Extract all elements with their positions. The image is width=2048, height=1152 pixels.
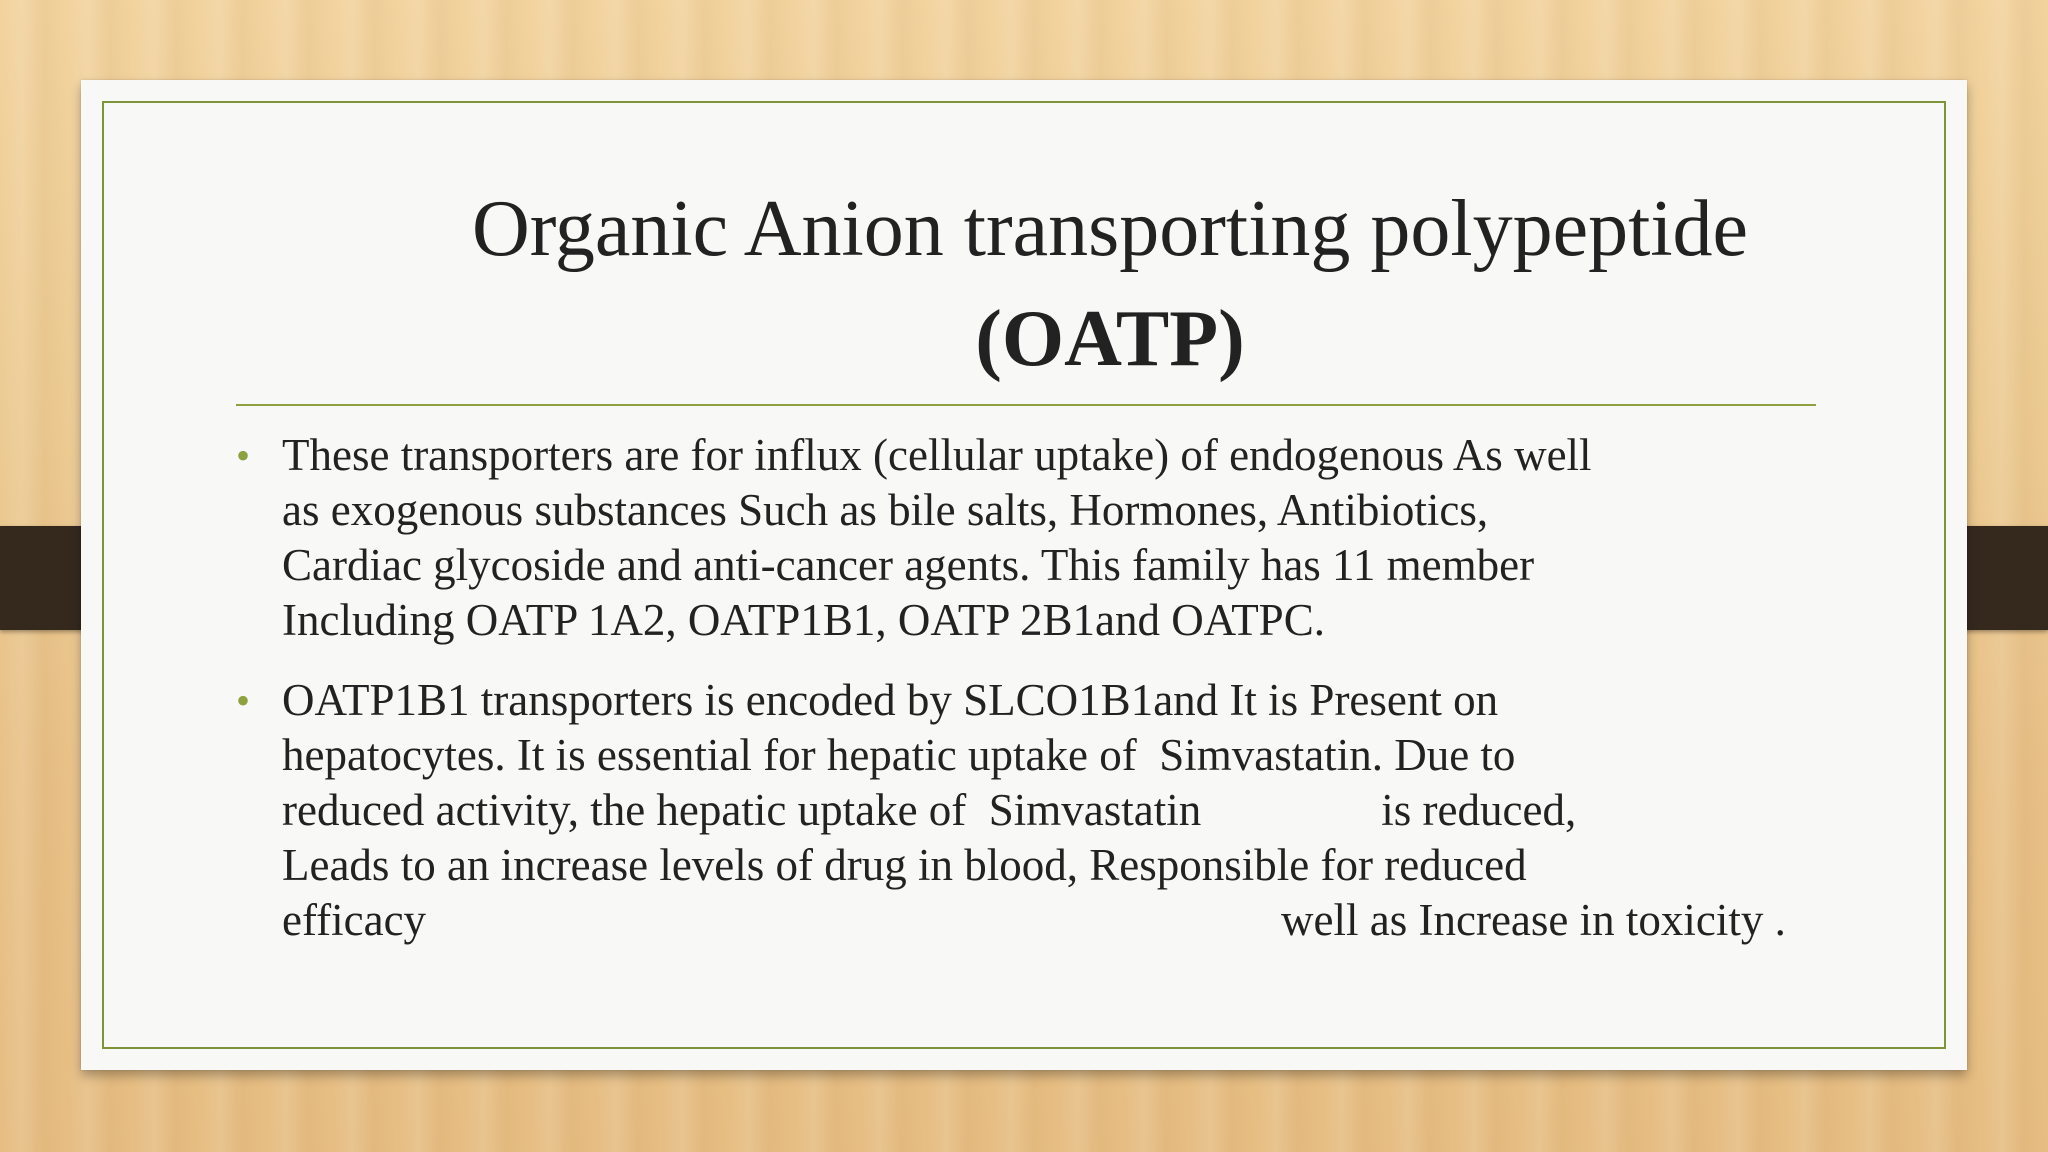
bullet-item-2: [236, 673, 1856, 948]
slide-title: [231, 174, 1989, 394]
bullet-1-line-2: as exogenous substances Such as bile salts, Hormones, Antibiotics,: [282, 485, 1489, 535]
bullet-2-line-3: reduced activity, the hepatic uptake of Simvastatin is reduced,: [282, 785, 1577, 835]
bullet-1-line-3: Cardiac glycoside and anti-cancer agents. This family has 11 member: [282, 540, 1535, 590]
bullet-1-line-4: Including OATP 1A2, OATP1B1, OATP 2B1and OATPC.: [282, 595, 1325, 645]
bullet-list: [236, 428, 1856, 973]
bullet-1-line-1: These transporters are for influx (cellular uptake) of endogenous As well: [282, 430, 1592, 480]
bullet-icon: •: [236, 678, 251, 723]
title-line-2: (OATP): [975, 295, 1245, 383]
bullet-2-line-1: OATP1B1 transporters is encoded by SLCO1B1and It is Present on: [282, 675, 1499, 725]
bullet-2-line-2: hepatocytes. It is essential for hepatic uptake of Simvastatin. Due to: [282, 730, 1516, 780]
slide: [81, 80, 1967, 1070]
bullet-icon: •: [236, 433, 251, 478]
bullet-item-1: [236, 428, 1856, 648]
title-divider: [236, 404, 1816, 406]
title-line-1: Organic Anion transporting polypeptide: [471, 185, 1749, 273]
bullet-2-line-5: efficacy well as Increase in toxicity .: [282, 895, 1786, 945]
bullet-2-line-4: Leads to an increase levels of drug in blood, Responsible for reduced: [282, 840, 1527, 890]
